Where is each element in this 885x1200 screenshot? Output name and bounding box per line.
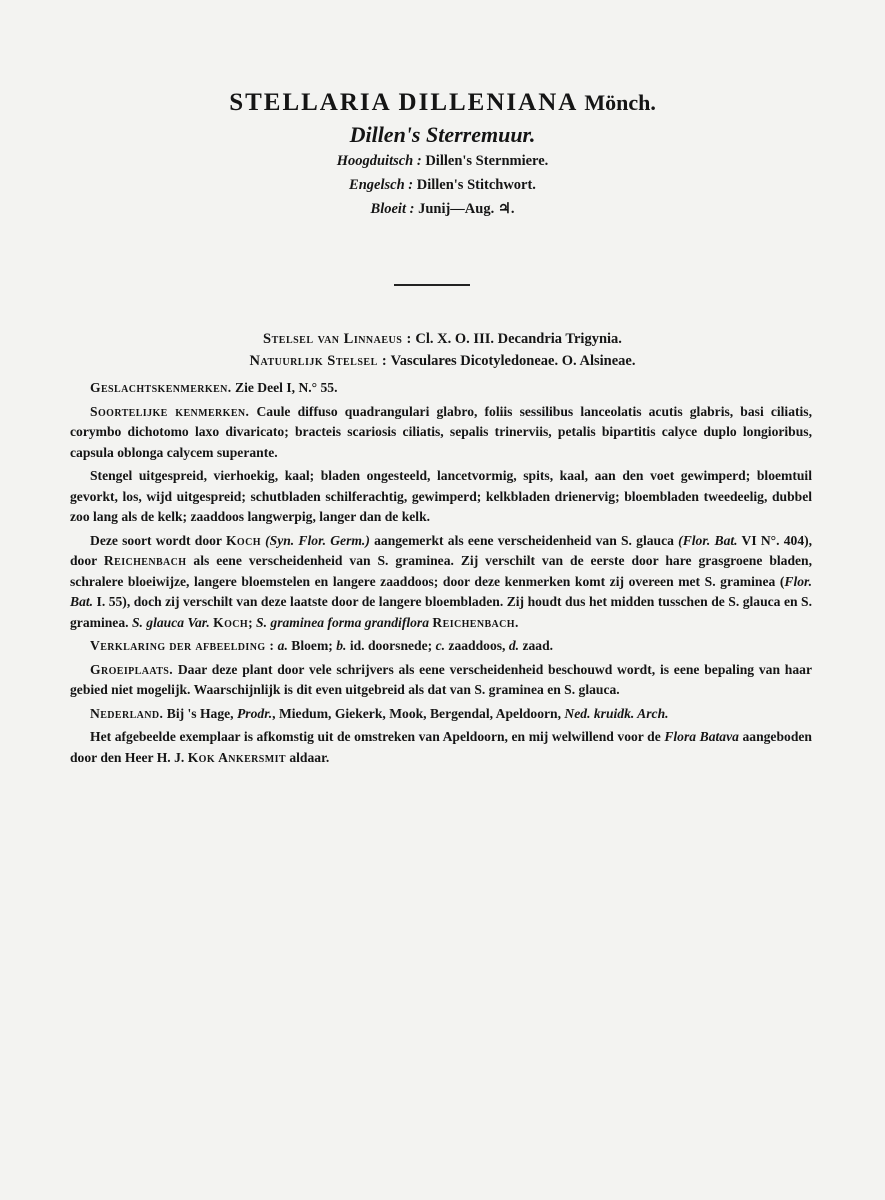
author-reichenbach: Reichenbach (103, 553, 187, 568)
fig-c: c. (435, 638, 445, 653)
species-label: Soortelijke kenmerken. (90, 403, 250, 419)
figure-paragraph (70, 636, 812, 657)
english-name-line (0, 174, 885, 196)
fig-d-text: zaad. (522, 638, 554, 653)
german-label: Hoogduitsch : (336, 153, 422, 169)
figure-label: Verklaring der afbeelding : (90, 638, 275, 653)
variety-ref-4: S. glauca Var. (131, 614, 210, 630)
fig-a: a. (277, 638, 288, 653)
netherlands-paragraph (70, 704, 812, 725)
variety-text-5: I. 55), doch zij verschilt van deze laatste door de langere bloembladen. Zij houdt dus het midden tusschen de S. glauca en S. graminea. (70, 594, 812, 630)
linnaeus-value: Cl. X. O. III. Decandria Trigynia. (415, 331, 622, 347)
stengel-paragraph (70, 466, 812, 528)
specimen-text-3: aldaar. (289, 749, 330, 765)
habitat-text: Daar deze plant door vele schrijvers als eene verscheidenheid beschouwd wordt, is eene bepaling van haar gebied niet mogelijk. Waarschijnlijk is dit even uitgebreid als dat van S. graminea en S. glauca. (70, 661, 812, 697)
linnaeus-label: Stelsel van Linnaeus : (263, 331, 412, 347)
natural-value: Vasculares Dicotyledoneae. O. Alsineae. (390, 353, 636, 369)
variety-ref-3: Flor. Bat. (70, 573, 812, 609)
netherlands-label: Nederland. (90, 705, 164, 721)
dutch-name: Dillen's Sterremuur. (349, 122, 536, 147)
flowering-value: Junij—Aug. ♃. (418, 201, 515, 217)
specimen-paragraph (70, 727, 812, 768)
stengel-text: Stengel uitgespreid, vierhoekig, kaal; bladen ongesteeld, lancetvormig, spits, kaal, aan den voet gewimperd; bloemtuil gevorkt, los, wijd uitgespreid; schutbladen schilferachtig, gewimperd; kelkbladen drienervig; bloembladen tweedeelig, dubbel zoo lang als de kelk; zaaddoos langwerpig, langer dan de kelk. (70, 468, 812, 524)
specimen-ref: Flora Batava (664, 729, 739, 744)
divider (394, 284, 470, 286)
specimen-text-1: Het afgebeelde exemplaar is afkomstig uit de omstreken van Apeldoorn, en mij welwillend voor de (90, 729, 661, 744)
variety-text-3: VI N°. 404), door (70, 532, 813, 568)
variety-paragraph (70, 531, 812, 634)
variety-ref-2: (Flor. Bat. (678, 532, 738, 548)
author-koch-2: Koch (213, 614, 249, 630)
classification (0, 328, 885, 372)
habitat-label: Groeiplaats. (90, 661, 174, 677)
flowering-line (0, 198, 885, 220)
genus-paragraph (70, 378, 812, 399)
species-name: STELLARIA DILLENIANA (229, 89, 579, 116)
specimen-donor: Kok Ankersmit (187, 749, 286, 765)
genus-text: Zie Deel I, N.° 55. (235, 380, 338, 395)
variety-text-2: aangemerkt als eene verscheidenheid van S. glauca (374, 532, 674, 548)
natural-line (0, 350, 885, 372)
natural-label: Natuurlijk Stelsel : (249, 353, 388, 369)
german-value: Dillen's Sternmiere. (425, 153, 549, 169)
netherlands-ref-2: Ned. kruidk. Arch. (564, 705, 669, 721)
english-value: Dillen's Stitchwort. (416, 177, 536, 193)
english-label: Engelsch : (349, 177, 414, 193)
flowering-label: Bloeit : (370, 201, 415, 217)
body-text (70, 378, 812, 771)
linnaeus-line (0, 328, 885, 350)
genus-label: Geslachtskenmerken. (90, 380, 232, 395)
habitat-paragraph (70, 660, 812, 701)
fig-b-text: id. doorsnede; (349, 638, 433, 653)
fig-d: d. (508, 638, 520, 653)
fig-c-text: zaaddoos, (448, 638, 506, 653)
author: Mönch. (584, 90, 656, 115)
species-text: Caule diffuso quadrangulari glabro, foliis sessilibus lanceolatis acutis glabris, basi ciliatis, corymbo dichotomo laxo divaricato; bracteis scariosis ciliatis, sepalis trinerviis, petalis bipartitis calyce duplo longioribus, capsula oblonga calycem superante. (70, 403, 812, 460)
page-title (0, 88, 885, 118)
variety-text-4: als eene verscheidenheid van S. graminea. Zij verschilt van de eerste door hare grasgroene bladen, schralere bloeiwijze, langere bloemstelen en langere zaaddoos; door deze kenmerken komt zij overeen met S. graminea ( (70, 553, 813, 589)
specimen-text-2: aangeboden door den Heer H. J. (70, 729, 812, 765)
author-reichenbach-2: Reichenbach. (432, 614, 519, 630)
netherlands-ref-1: Prodr. (237, 705, 273, 721)
author-koch: Koch (225, 532, 261, 548)
fig-a-text: Bloem; (291, 638, 333, 653)
fig-b: b. (336, 638, 347, 653)
netherlands-text-2: , Miedum, Giekerk, Mook, Bergendal, Apeldoorn, (272, 705, 562, 721)
variety-sep: ; (248, 614, 257, 630)
variety-ref-5: S. graminea forma grandiflora (256, 614, 430, 630)
german-name-line (0, 150, 885, 172)
species-paragraph (70, 402, 812, 464)
header (0, 88, 885, 220)
variety-ref-1: (Syn. Flor. Germ.) (265, 532, 370, 548)
variety-text-1: Deze soort wordt door (90, 532, 222, 548)
netherlands-text-1: Bij 's Hage, (166, 705, 234, 721)
